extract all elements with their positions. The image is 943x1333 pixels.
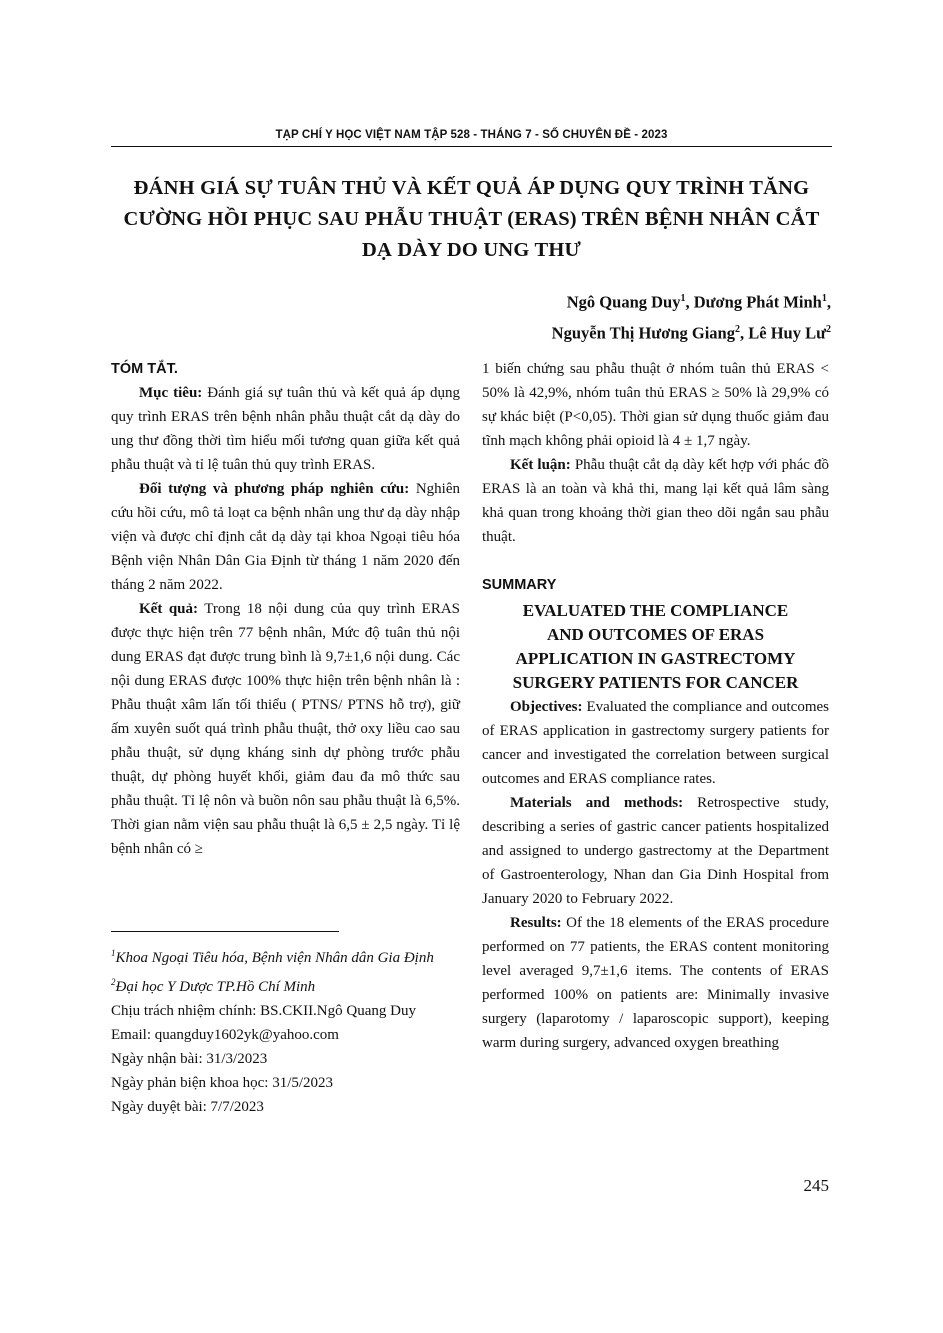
author-name: Ngô Quang Duy (566, 292, 681, 312)
author-affiliation-mark: 2 (735, 323, 740, 335)
left-column (111, 357, 460, 861)
date-received: Ngày nhận bài: 31/3/2023 (111, 1051, 268, 1067)
author-affiliation-mark: 1 (821, 293, 827, 304)
abstract-results-continued: 1 biến chứng sau phẫu thuật ở nhóm tuân thủ ERAS < 50% là 42,9%, nhóm tuân thủ ERAS ≥ 50% là 29,9% có sự khác biệt (P<0,05). Thời gian sử dụng thuốc giảm đau tĩnh mạch không phải opioid là 4 ± 1,7 ngày. (482, 361, 829, 449)
author-affiliation-mark: 1 (680, 293, 686, 304)
summary-objectives (482, 695, 829, 791)
en-methods-label: Materials and methods: (510, 795, 684, 811)
english-title (482, 599, 829, 695)
contact-email: Email: quangduy1602yk@yahoo.com (111, 1027, 339, 1043)
objective-label: Mục tiêu: (139, 385, 203, 401)
author-separator: , (685, 292, 694, 312)
footnote-text: Đại học Y Dược TP.Hồ Chí Minh (115, 979, 316, 995)
footnote-mark: 2 (111, 977, 116, 987)
en-results-text: Of the 18 elements of the ERAS procedure performed on 77 patients, the ERAS content monitoring level averaged 9,7±1,6 items. The contents of ERAS performed 100% on patients are: Minimally invasive surgery (laparotomy / laparoscopic support), keeping warm during surgery, advanced oxygen breathing (482, 915, 829, 1051)
summary-heading: SUMMARY (482, 577, 557, 593)
title-line: ĐÁNH GIÁ SỰ TUÂN THỦ VÀ KẾT QUẢ ÁP DỤNG QUY TRÌNH TĂNG (133, 177, 810, 199)
header-divider (111, 146, 832, 147)
footnote-affiliation-1 (111, 941, 460, 970)
en-results-label: Results: (510, 915, 562, 931)
english-title-line: SURGERY PATIENTS FOR CANCER (512, 673, 799, 692)
author-list (552, 285, 831, 346)
results-text: Trong 18 nội dung của quy trình ERAS được thực hiện trên 77 bệnh nhân, Mức độ tuân thủ nội dung ERAS đạt được trung bình là 9,7±1,6 nội dung. Các nội dung ERAS được 100% thực hiện trên bệnh nhân là : Phẫu thuật xâm lấn tối thiểu ( PTNS/ PTNS hỗ trợ), giữ ấm xuyên suốt quá trình phẫu thuật, thở oxy liều cao sau phẫu thuật, sử dụng kháng sinh dự phòng trước phẫu thuật, dự phòng huyết khối, giảm đau đa mô thức sau phẫu thuật. Tỉ lệ nôn và buồn nôn sau phẫu thuật là 6,5%. Thời gian nằm viện sau phẫu thuật là 6,5 ± 2,5 ngày. Tỉ lệ bệnh nhân có ≥ (111, 601, 461, 857)
en-methods-text: Retrospective study, describing a series of gastric cancer patients hospitalized and assigned to undergo gastrectomy at the Department of Gastroenterology, Nhan dan Gia Dinh Hospital from January 2020 to February 2022. (482, 795, 829, 907)
english-title-line: AND OUTCOMES OF ERAS (546, 625, 765, 644)
author-line (552, 285, 831, 316)
results-label: Kết quả: (139, 601, 198, 617)
summary-results (482, 911, 829, 1055)
author-affiliation-mark: 2 (826, 323, 831, 335)
title-line: CƯỜNG HỒI PHỤC SAU PHẪU THUẬT (ERAS) TRÊN BỆNH NHÂN CẮT (123, 208, 820, 230)
conclusion-text: Phẫu thuật cắt dạ dày kết hợp với phác đồ ERAS là an toàn và khả thi, mang lại kết quả lâm sàng khả quan trong khoảng thời gian theo dõi ngắn sau phẫu thuật. (482, 457, 829, 545)
english-title-line: EVALUATED THE COMPLIANCE (522, 601, 789, 620)
abstract-results (111, 597, 460, 861)
footnote-affiliation-2 (111, 970, 460, 999)
conclusion-label: Kết luận: (510, 457, 571, 473)
objective-text: Đánh giá sự tuân thủ và kết quả áp dụng quy trình ERAS trên bệnh nhân phẫu thuật cắt dạ dày do ung thư đồng thời tìm hiểu mối tương quan giữa kết quả phẫu thuật và tỉ lệ tuân thủ quy trình ERAS. (111, 385, 460, 473)
author-name: Dương Phát Minh (693, 292, 822, 312)
footnote-text: Khoa Ngoại Tiêu hóa, Bệnh viện Nhân dân Gia Định (115, 950, 434, 966)
author-name: Nguyễn Thị Hương Giang (551, 323, 735, 342)
methods-text: Nghiên cứu hồi cứu, mô tả loạt ca bệnh nhân ung thư dạ dày nhập viện và được chỉ định cắt dạ dày tại khoa Ngoại tiêu hóa Bệnh viện Nhân Dân Gia Định từ tháng 1 năm 2020 đến tháng 2 năm 2022. (111, 481, 460, 593)
abstract-objective (111, 381, 460, 477)
author-line (552, 316, 831, 347)
objectives-label: Objectives: (510, 699, 583, 715)
title-line: DẠ DÀY DO UNG THƯ (361, 239, 582, 261)
page-number: 245 (803, 1176, 829, 1195)
english-title-line: APPLICATION IN GASTRECTOMY (515, 649, 796, 668)
abstract-methods (111, 477, 460, 597)
abstract-heading: TÓM TẮT. (111, 361, 178, 377)
footnote-mark: 1 (111, 948, 116, 958)
date-accepted: Ngày duyệt bài: 7/7/2023 (111, 1099, 264, 1115)
author-separator: , (826, 292, 831, 312)
footnote-divider (111, 931, 339, 932)
article-title (111, 173, 832, 266)
date-reviewed: Ngày phản biện khoa học: 31/5/2023 (111, 1075, 334, 1091)
right-column (482, 357, 829, 1055)
summary-methods (482, 791, 829, 911)
author-name: Lê Huy Lư (748, 323, 826, 342)
footnotes (111, 941, 460, 1119)
objectives-text: Evaluated the compliance and outcomes of ERAS application in gastrectomy surgery patients for cancer and investigated the correlation between surgical outcomes and ERAS compliance rates. (482, 699, 829, 787)
abstract-conclusion (482, 453, 829, 549)
running-header: TẠP CHÍ Y HỌC VIỆT NAM TẬP 528 - THÁNG 7 - SỐ CHUYÊN ĐỀ - 2023 (275, 129, 668, 141)
corresponding-author: Chịu trách nhiệm chính: BS.CKII.Ngô Quang Duy (111, 1003, 416, 1019)
author-separator: , (740, 323, 749, 342)
methods-label: Đối tượng và phương pháp nghiên cứu: (139, 481, 410, 497)
